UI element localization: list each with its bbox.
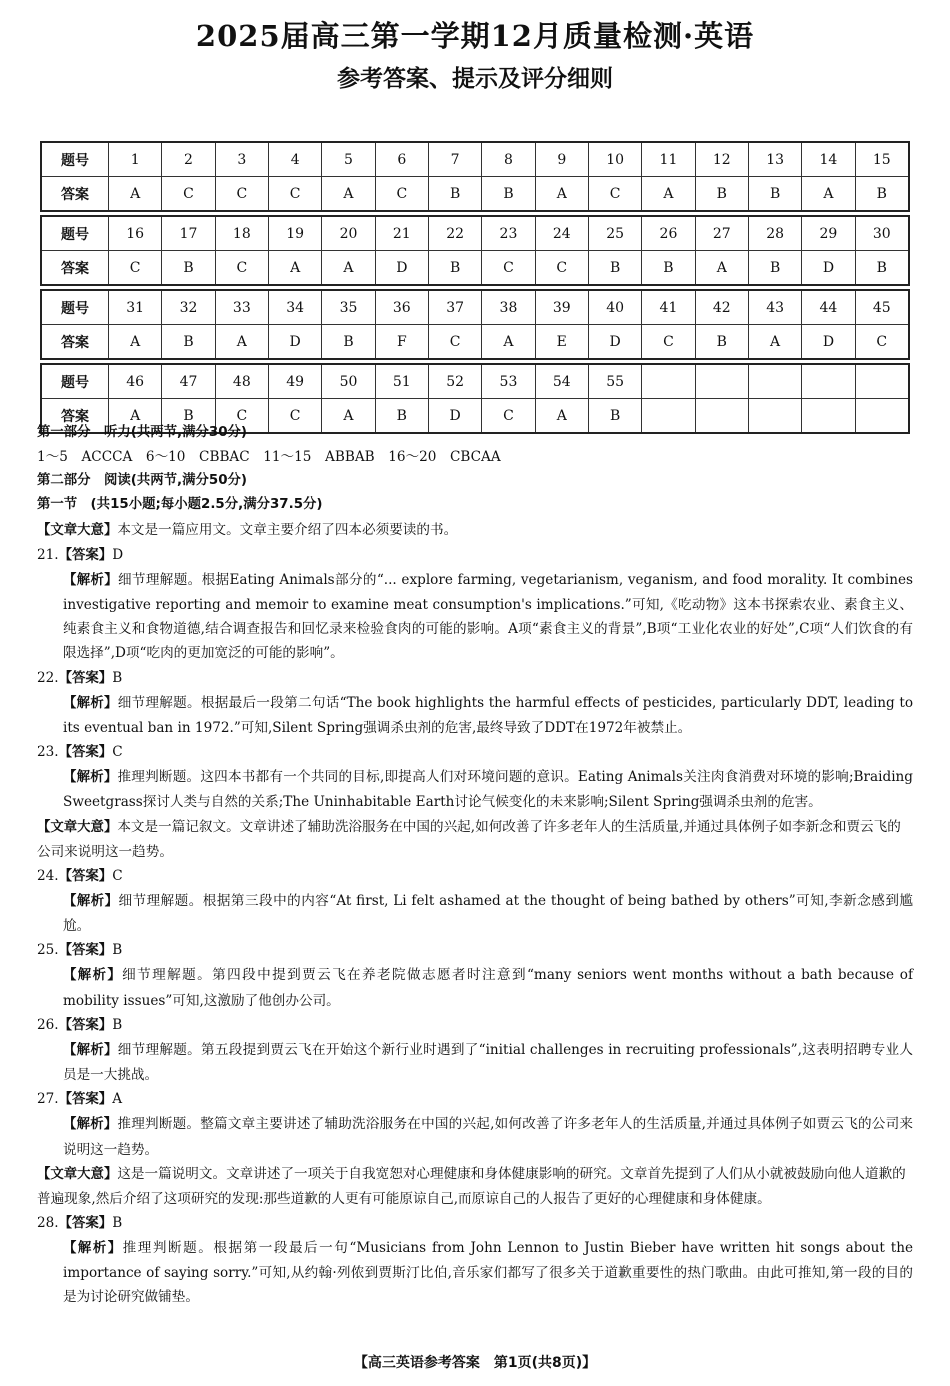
answer-letter-cell: C <box>161 177 214 210</box>
part1-answers: 1～5 ACCCA 6～10 CBBAC 11～15 ABBAB 16～20 CBCAA <box>37 449 501 466</box>
answer-letter-cell: F <box>375 325 428 358</box>
q28-explanation: 【解析】推理判断题。根据第一段最后一句“Musicians from John Lennon to Justin Bieber have written hit songs about the importance of saying sorry.”可知,从约翰·列侬到贾斯汀比伯,音乐家们都写了很多关于道歉重要性的热门歌曲。由此可推知,第一段的目的是为讨论研究做铺垫。 <box>63 1240 913 1306</box>
answer-letter-cell: A <box>108 399 161 432</box>
answer-letter-cell: C <box>108 251 161 284</box>
answer-block <box>40 289 910 360</box>
number-row <box>42 365 908 398</box>
question-number-cell: 42 <box>695 291 748 324</box>
question-number-cell: 53 <box>481 365 534 398</box>
q22-answer: 22.【答案】B <box>37 669 123 686</box>
q23-answer: 23.【答案】C <box>37 744 123 761</box>
answer-explanations <box>37 421 913 1310</box>
part1-title: 第一部分 听力(共两节,满分30分) <box>37 425 248 440</box>
question-number-cell: 26 <box>641 217 694 250</box>
question-number-cell: 45 <box>855 291 908 324</box>
question-number-cell: 40 <box>588 291 641 324</box>
row-label-answer: 答案 <box>61 334 89 351</box>
answer-letter-cell: A <box>641 177 694 210</box>
answer-letter-cell: B <box>588 399 641 432</box>
q21-answer: 21.【答案】D <box>37 546 124 563</box>
section1-title: 第一节 (共15小题;每小题2.5分,满分37.5分) <box>37 497 323 513</box>
question-number-cell: 46 <box>108 365 161 398</box>
part2-title: 第二部分 阅读(共两节,满分50分) <box>37 473 248 489</box>
answer-row <box>42 324 908 358</box>
answer-letter-cell: B <box>588 251 641 284</box>
passage-c-summary: 【文章大意】这是一篇说明文。文章讲述了一项关于自我宽恕对心理健康和身体健康影响的研究。文章首先提到了人们从小就被鼓励向他人道歉的普遍现象,然后介绍了这项研究的发现:那些道歉的人更有可能原谅自己,而原谅自己的人报告了更好的心理健康和身体健康。 <box>37 1165 906 1207</box>
row-label-number: 题号 <box>61 374 89 391</box>
question-number-cell: 34 <box>268 291 321 324</box>
question-number-cell <box>695 365 748 398</box>
answer-letter-cell: D <box>428 399 481 432</box>
question-number-cell: 3 <box>215 143 268 176</box>
answer-letter-cell: A <box>321 177 374 210</box>
answer-letter-cell: C <box>375 177 428 210</box>
question-number-cell: 4 <box>268 143 321 176</box>
question-number-cell: 16 <box>108 217 161 250</box>
answer-letter-cell: B <box>481 177 534 210</box>
question-number-cell: 27 <box>695 217 748 250</box>
question-number-cell: 10 <box>588 143 641 176</box>
answer-letter-cell: C <box>855 325 908 358</box>
answer-letter-cell: B <box>161 325 214 358</box>
number-row <box>42 291 908 324</box>
question-number-cell: 55 <box>588 365 641 398</box>
row-label-answer: 答案 <box>61 260 89 277</box>
answer-letter-cell: C <box>428 325 481 358</box>
answer-letter-cell: B <box>428 177 481 210</box>
q26-answer: 26.【答案】B <box>37 1016 123 1033</box>
row-label-answer: 答案 <box>61 186 89 203</box>
question-number-cell: 19 <box>268 217 321 250</box>
question-number-cell: 35 <box>321 291 374 324</box>
answer-letter-cell: D <box>375 251 428 284</box>
q22-explanation: 【解析】细节理解题。根据最后一段第二句话“The book highlights the harmful effects of pesticides, particularly DDT, leading to its eventual ban in 1972.”可知,Silent Spring强调杀虫剂的危害,最终导致了DDT在1972年被禁止。 <box>63 694 913 736</box>
question-number-cell: 49 <box>268 365 321 398</box>
answer-letter-cell: E <box>535 325 588 358</box>
question-number-cell: 6 <box>375 143 428 176</box>
question-number-cell <box>855 365 908 398</box>
answer-letter-cell: C <box>268 177 321 210</box>
question-number-cell: 38 <box>481 291 534 324</box>
answer-letter-cell: A <box>801 177 854 210</box>
question-number-cell: 9 <box>535 143 588 176</box>
answer-letter-cell: A <box>215 325 268 358</box>
answer-letter-cell: A <box>108 177 161 210</box>
q28-answer: 28.【答案】B <box>37 1215 123 1231</box>
question-number-cell: 15 <box>855 143 908 176</box>
question-number-cell: 24 <box>535 217 588 250</box>
question-number-cell: 33 <box>215 291 268 324</box>
question-number-cell: 14 <box>801 143 854 176</box>
q23-explanation: 【解析】推理判断题。这四本书都有一个共同的目标,即提高人们对环境问题的意识。Eating Animals关注肉食消费对环境的影响;Braiding Sweetgrass探讨人类与自然的关系;The Uninhabitable Earth讨论气候变化的未来影响;Silent Spring强调杀虫剂的危害。 <box>63 769 913 811</box>
q24-answer: 24.【答案】C <box>37 867 123 884</box>
question-number-cell: 20 <box>321 217 374 250</box>
question-number-cell: 13 <box>748 143 801 176</box>
question-number-cell: 43 <box>748 291 801 324</box>
answer-letter-cell: B <box>855 177 908 210</box>
row-label-number: 题号 <box>61 152 89 169</box>
answer-letter-cell: A <box>108 325 161 358</box>
question-number-cell: 48 <box>215 365 268 398</box>
question-number-cell: 28 <box>748 217 801 250</box>
q21-explanation: 【解析】细节理解题。根据Eating Animals部分的“... explore farming, vegetarianism, veganism, and food morality. It combines investigative reporting and memoir to examine meat consumption's implications.”可知,《吃动物》这本书探索农业、素食主义、纯素食主义和食物道德,结合调查报告和回忆录来检验食肉的可能的影响。A项“素食主义的背景”,B项“工业化农业的好处”,C项“人们饮食的有限选择”,D项“吃肉的更加宽泛的可能的影响”。 <box>63 571 914 662</box>
answer-letter-cell: A <box>535 399 588 432</box>
q27-explanation: 【解析】推理判断题。整篇文章主要讲述了辅助洗浴服务在中国的兴起,如何改善了许多老年人的生活质量,并通过具体例子如贾云飞的公司来说明这一趋势。 <box>63 1116 914 1158</box>
question-number-cell: 37 <box>428 291 481 324</box>
answer-block <box>40 215 910 286</box>
answer-letter-cell: C <box>215 399 268 432</box>
answer-letter-cell: C <box>268 399 321 432</box>
answer-letter-cell: C <box>215 177 268 210</box>
answer-row <box>42 250 908 284</box>
page-subtitle: 参考答案、提示及评分细则 <box>337 65 613 92</box>
q26-explanation: 【解析】细节理解题。第五段提到贾云飞在开始这个新行业时遇到了“initial challenges in recruiting professionals”,这表明招聘专业人员是一大挑战。 <box>63 1041 913 1084</box>
answer-letter-cell: B <box>695 325 748 358</box>
question-number-cell: 51 <box>375 365 428 398</box>
answer-table <box>40 141 910 437</box>
question-number-cell: 44 <box>801 291 854 324</box>
question-number-cell: 21 <box>375 217 428 250</box>
question-number-cell <box>801 365 854 398</box>
question-number-cell: 30 <box>855 217 908 250</box>
answer-letter-cell: C <box>215 251 268 284</box>
passage-b-summary: 【文章大意】本文是一篇记叙文。文章讲述了辅助洗浴服务在中国的兴起,如何改善了许多老年人的生活质量,并通过具体例子如李新念和贾云飞的公司来说明这一趋势。 <box>37 818 901 860</box>
question-number-cell: 23 <box>481 217 534 250</box>
answer-letter-cell: A <box>321 251 374 284</box>
q24-explanation: 【解析】细节理解题。根据第三段中的内容“At first, Li felt ashamed at the thought of being bathed by others”可知,李新念感到尴尬。 <box>63 892 913 935</box>
question-number-cell: 29 <box>801 217 854 250</box>
answer-letter-cell: D <box>801 251 854 284</box>
question-number-cell: 18 <box>215 217 268 250</box>
question-number-cell <box>748 365 801 398</box>
question-number-cell: 25 <box>588 217 641 250</box>
answer-letter-cell: A <box>695 251 748 284</box>
question-number-cell: 12 <box>695 143 748 176</box>
answer-letter-cell: B <box>161 399 214 432</box>
answer-block <box>40 141 910 212</box>
row-label-number: 题号 <box>61 300 89 317</box>
answer-letter-cell: B <box>695 177 748 210</box>
question-number-cell <box>641 365 694 398</box>
question-number-cell: 41 <box>641 291 694 324</box>
question-number-cell: 22 <box>428 217 481 250</box>
answer-letter-cell: B <box>161 251 214 284</box>
question-number-cell: 39 <box>535 291 588 324</box>
question-number-cell: 2 <box>161 143 214 176</box>
answer-letter-cell: C <box>535 251 588 284</box>
answer-letter-cell: D <box>268 325 321 358</box>
question-number-cell: 50 <box>321 365 374 398</box>
page-title: 2025届高三第一学期12月质量检测·英语 <box>195 19 755 53</box>
question-number-cell: 17 <box>161 217 214 250</box>
question-number-cell: 31 <box>108 291 161 324</box>
answer-letter-cell: A <box>481 325 534 358</box>
q25-explanation: 【解析】细节理解题。第四段中提到贾云飞在养老院做志愿者时注意到“many seniors went months without a bath because of mobility issues”可知,这激励了他创办公司。 <box>63 967 914 1009</box>
answer-letter-cell: C <box>481 399 534 432</box>
passage-a-summary: 【文章大意】本文是一篇应用文。文章主要介绍了四本必须要读的书。 <box>37 521 458 538</box>
answer-letter-cell: A <box>535 177 588 210</box>
row-label-answer: 答案 <box>61 408 89 425</box>
answer-letter-cell: B <box>375 399 428 432</box>
question-number-cell: 47 <box>161 365 214 398</box>
answer-letter-cell: A <box>268 251 321 284</box>
answer-letter-cell: A <box>748 325 801 358</box>
answer-letter-cell: B <box>641 251 694 284</box>
row-label-number: 题号 <box>61 226 89 243</box>
q27-answer: 27.【答案】A <box>37 1091 123 1108</box>
answer-letter-cell: C <box>481 251 534 284</box>
answer-letter-cell: B <box>321 325 374 358</box>
question-number-cell: 5 <box>321 143 374 176</box>
question-number-cell: 8 <box>481 143 534 176</box>
q25-answer: 25.【答案】B <box>37 942 123 959</box>
question-number-cell: 36 <box>375 291 428 324</box>
question-number-cell: 52 <box>428 365 481 398</box>
answer-letter-cell: B <box>748 177 801 210</box>
answer-letter-cell: B <box>748 251 801 284</box>
question-number-cell: 54 <box>535 365 588 398</box>
number-row <box>42 217 908 250</box>
answer-letter-cell: B <box>855 251 908 284</box>
page-footer: 【高三英语参考答案 第1页(共8页)】 <box>353 1355 597 1371</box>
answer-letter-cell: B <box>428 251 481 284</box>
question-number-cell: 1 <box>108 143 161 176</box>
answer-letter-cell: D <box>801 325 854 358</box>
answer-letter-cell: C <box>588 177 641 210</box>
number-row <box>42 143 908 176</box>
question-number-cell: 11 <box>641 143 694 176</box>
answer-row <box>42 176 908 210</box>
answer-letter-cell: D <box>588 325 641 358</box>
answer-letter-cell: C <box>641 325 694 358</box>
question-number-cell: 7 <box>428 143 481 176</box>
question-number-cell: 32 <box>161 291 214 324</box>
answer-letter-cell: A <box>321 399 374 432</box>
